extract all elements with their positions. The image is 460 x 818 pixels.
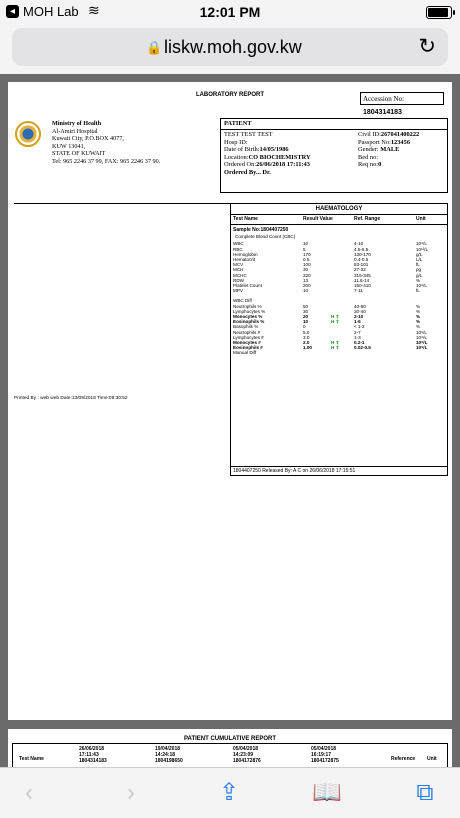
cell-unit: g/L bbox=[416, 251, 423, 257]
cell-unit: fL bbox=[416, 288, 420, 294]
cell-name: MCV bbox=[233, 262, 244, 268]
cell-name: Neutrophils # bbox=[233, 329, 261, 335]
cell-flag: H ⇧ bbox=[331, 319, 340, 325]
printed-by: Printed By : web web Date:13/09/2018 Time:09:30:52 bbox=[14, 396, 128, 401]
divider bbox=[14, 203, 232, 204]
cell-value: 0 bbox=[303, 324, 306, 330]
haematology-panel: HAEMATOLOGY Test Name Result Value Ref. Range Unit Sample No:1804407250 Complete Blood Count (CBC) WBC 10 4-10 10⁹/L RBC 5 4.5-5.5 10¹²/L Hemoglobin 170 130-170 g/L Hematocrit 0.5 0.4-0.5 L/L MCV 100 83-101 fL MCH 30 27-32 pg MCHC 320 315-345 g/L RDW 13 11.6-14 % Platelet Count 200 150-410 10⁹/L MPV 10 7-11 fL WBC Diff Neutrophils % 50 40-80 % Lymphocytes % 30 20-40 % Monocytes % 20 H ⇧ 2-10 % Eosinophils % 10 H ⇧ 1-6 % Basophils % 0 < 1-2 % Neutrophils # 5.0 2-7 10⁹/L Lymphocytes # 3.0 1-3 10⁹/L Monocytes # 2.0 H ⇧ 0.2-1 10⁹/L Eosinophils # 1.00 H ⇧ 0.02-0.5 10⁹/L Manual Diff 1804407250 Released By: A C on 26/06/2018 17:15:51 bbox=[230, 203, 448, 476]
cell-unit: % bbox=[416, 319, 421, 325]
cell-value: 10 bbox=[303, 319, 309, 325]
cell-range: 0.2-1 bbox=[354, 339, 365, 345]
cell-value: 10 bbox=[303, 288, 309, 294]
cell-range: 315-345 bbox=[354, 272, 371, 278]
cell-range: 0.02-0.5 bbox=[354, 345, 371, 351]
cumulative-col-date: 19/04/2018 bbox=[155, 746, 181, 752]
cell-value: 20 bbox=[303, 314, 309, 320]
table-row bbox=[231, 350, 447, 355]
cell-unit: 10⁹/L bbox=[416, 329, 427, 335]
haem-header-row: Test Name Result Value Ref. Range Unit bbox=[231, 215, 447, 225]
cell-unit: fL bbox=[416, 262, 420, 268]
cell-unit: % bbox=[416, 308, 421, 314]
cell-range: 4.5-5.5 bbox=[354, 246, 369, 252]
cell-name: RBC bbox=[233, 246, 243, 252]
cell-name: Eosinophils # bbox=[233, 345, 263, 351]
cell-name: WBC Diff bbox=[233, 298, 252, 304]
cell-value: 5.0 bbox=[303, 329, 310, 335]
cell-name: Platelet Count bbox=[233, 282, 262, 288]
report-title: LABORATORY REPORT bbox=[195, 92, 265, 98]
cell-value: 2.0 bbox=[303, 339, 310, 345]
cell-range: 27-32 bbox=[354, 267, 366, 273]
cell-range: 150-410 bbox=[354, 282, 371, 288]
patient-box: PATIENT TEST TEST TEST Hosp ID: Date of Birth:14/05/1986 Location:CO BIOCHEMISTRY Ordered On:26/06/2018 17:11:43 Ordered By... Dr. Civil ID:267041400222 Passport No:123456 Gender: MALE Bed no: Req no:0 bbox=[220, 118, 448, 193]
cell-name: MPV bbox=[233, 288, 243, 294]
cell-name: Hematocrit bbox=[233, 256, 256, 262]
cell-name: MCHC bbox=[233, 272, 247, 278]
clock: 12:01 PM bbox=[199, 4, 261, 20]
browser-toolbar bbox=[0, 767, 460, 818]
sample-number: Sample No:1804407250 bbox=[233, 227, 289, 233]
cell-range: 2-10 bbox=[354, 314, 364, 320]
cumulative-col-time: 16:19:17 bbox=[311, 752, 332, 758]
cell-name: Manual Diff bbox=[233, 350, 257, 356]
address-bar[interactable] bbox=[12, 28, 448, 66]
cell-unit: 10¹²/L bbox=[416, 246, 429, 252]
cell-name: WBC bbox=[233, 241, 244, 247]
cell-value: 170 bbox=[303, 251, 311, 257]
cell-value: 50 bbox=[303, 303, 309, 309]
cumulative-col-date: 05/04/2018 bbox=[233, 746, 259, 752]
back-app-label[interactable]: MOH Lab bbox=[23, 4, 79, 19]
battery-icon bbox=[426, 6, 452, 19]
cell-value: 200 bbox=[303, 282, 311, 288]
cell-range: 1-6 bbox=[354, 319, 361, 325]
cell-range: 11.6-14 bbox=[354, 277, 370, 283]
accession-box: Accession No: 1804314183 bbox=[360, 92, 444, 105]
cell-flag: H ⇧ bbox=[331, 339, 340, 345]
forward-button[interactable]: › bbox=[127, 779, 135, 806]
url-text[interactable]: liskw.moh.gov.kw bbox=[164, 37, 302, 57]
cell-range: < 1-2 bbox=[354, 324, 365, 330]
lock-icon: 🔒 bbox=[146, 40, 163, 55]
cell-range: 2-7 bbox=[354, 329, 361, 335]
cell-name: MCH bbox=[233, 267, 244, 273]
report-page bbox=[8, 82, 452, 720]
released-by: 1804407250 Released By: A C on 26/06/2018 17:15:51 bbox=[231, 466, 447, 475]
cell-unit: 10⁹/L bbox=[416, 345, 428, 351]
cell-unit: 10⁹/L bbox=[416, 282, 427, 288]
cell-unit: g/L bbox=[416, 272, 423, 278]
cell-value: 0.5 bbox=[303, 256, 310, 262]
ministry-address: Ministry of Health Al-Amiri Hospital Kuwait City, P.O.BOX 4077, KUW 13041, STATE OF KUWAIT Tel: 965 2246 37 99, FAX: 965 2246 37 90. bbox=[52, 120, 161, 165]
cumulative-col-time: 14:23:09 bbox=[233, 752, 254, 758]
status-bar bbox=[0, 0, 460, 24]
cell-value: 100 bbox=[303, 262, 311, 268]
wifi-icon: ≋ bbox=[88, 2, 100, 18]
cell-range: 4-10 bbox=[354, 241, 364, 247]
cell-unit: % bbox=[416, 303, 421, 309]
cell-flag: H ⇧ bbox=[331, 314, 340, 320]
panel-name: Complete Blood Count (CBC) bbox=[235, 234, 296, 239]
cell-name: RDW bbox=[233, 277, 244, 283]
back-to-app-icon[interactable]: ◂ bbox=[6, 5, 19, 18]
cumulative-col-time: 17:11:43 bbox=[79, 752, 99, 758]
back-button[interactable]: ‹ bbox=[25, 779, 33, 806]
cell-unit: % bbox=[416, 314, 421, 320]
cell-range: 130-170 bbox=[354, 251, 371, 257]
cell-unit: pg bbox=[416, 267, 422, 273]
cell-unit: 10⁹/L bbox=[416, 339, 428, 345]
tabs-icon[interactable]: ⧉ bbox=[416, 779, 434, 806]
cell-unit: 10⁹/L bbox=[416, 334, 427, 340]
cumulative-col-acc: 1804198650 bbox=[155, 758, 183, 764]
cell-value: 10 bbox=[303, 241, 309, 247]
kuwait-seal-icon bbox=[15, 121, 41, 147]
cell-name: Monocytes % bbox=[233, 314, 263, 320]
cumulative-col-date: 26/06/2018 bbox=[79, 746, 105, 752]
cell-flag: H ⇧ bbox=[331, 345, 340, 351]
cell-value: 30 bbox=[303, 308, 309, 314]
reload-icon[interactable]: ↻ bbox=[418, 35, 436, 58]
cell-value: 320 bbox=[303, 272, 311, 278]
cell-range: 83-101 bbox=[354, 262, 369, 268]
cumulative-col-acc: 1804314183 bbox=[79, 758, 107, 764]
cell-range: 20-40 bbox=[354, 308, 366, 314]
cell-name: Eosinophils % bbox=[233, 319, 265, 325]
cumulative-col-time: 14:24:18 bbox=[155, 752, 176, 758]
cell-name: Lymphocytes % bbox=[233, 308, 266, 314]
cell-unit: L/L bbox=[416, 256, 423, 262]
cell-value: 3.0 bbox=[303, 334, 310, 340]
cumulative-table: Test Name Reference Unit 26/06/2018 17:11:43 1804314183 19/04/2018 14:24:18 1804198650 05/04/2018 14:23:09 1804172876 05/04/2018 16:19:17 1804172875 bbox=[12, 743, 448, 789]
cumulative-col-acc: 1804172875 bbox=[311, 758, 339, 764]
browser-header bbox=[0, 24, 460, 74]
cell-name: Hemoglobin bbox=[233, 251, 258, 257]
cell-name: Neutrophils % bbox=[233, 303, 262, 309]
cell-name: Basophils % bbox=[233, 324, 259, 330]
cell-unit: % bbox=[416, 324, 421, 330]
cumulative-title: PATIENT CUMULATIVE REPORT bbox=[184, 736, 276, 742]
cell-value: 5 bbox=[303, 246, 306, 252]
cell-range: 0.4-0.5 bbox=[354, 256, 369, 262]
cell-unit: % bbox=[416, 277, 421, 283]
cell-range: 7-11 bbox=[354, 288, 363, 294]
share-icon[interactable]: ⇪ bbox=[218, 779, 240, 806]
cell-range: 40-80 bbox=[354, 303, 366, 309]
cell-name: Lymphocytes # bbox=[233, 334, 264, 340]
patient-header: PATIENT bbox=[221, 119, 447, 130]
cell-value: 13 bbox=[303, 277, 309, 283]
cumulative-col-acc: 1804172876 bbox=[233, 758, 261, 764]
bookmarks-icon[interactable]: 📖 bbox=[312, 779, 342, 806]
cell-range: 1-3 bbox=[354, 334, 361, 340]
cumulative-col-date: 05/04/2018 bbox=[311, 746, 337, 752]
cell-value: 1.00 bbox=[303, 345, 312, 351]
cell-name: Monocytes # bbox=[233, 339, 261, 345]
cell-unit: 10⁹/L bbox=[416, 241, 427, 247]
cell-value: 30 bbox=[303, 267, 309, 273]
patient-name: TEST TEST TEST bbox=[224, 131, 273, 138]
